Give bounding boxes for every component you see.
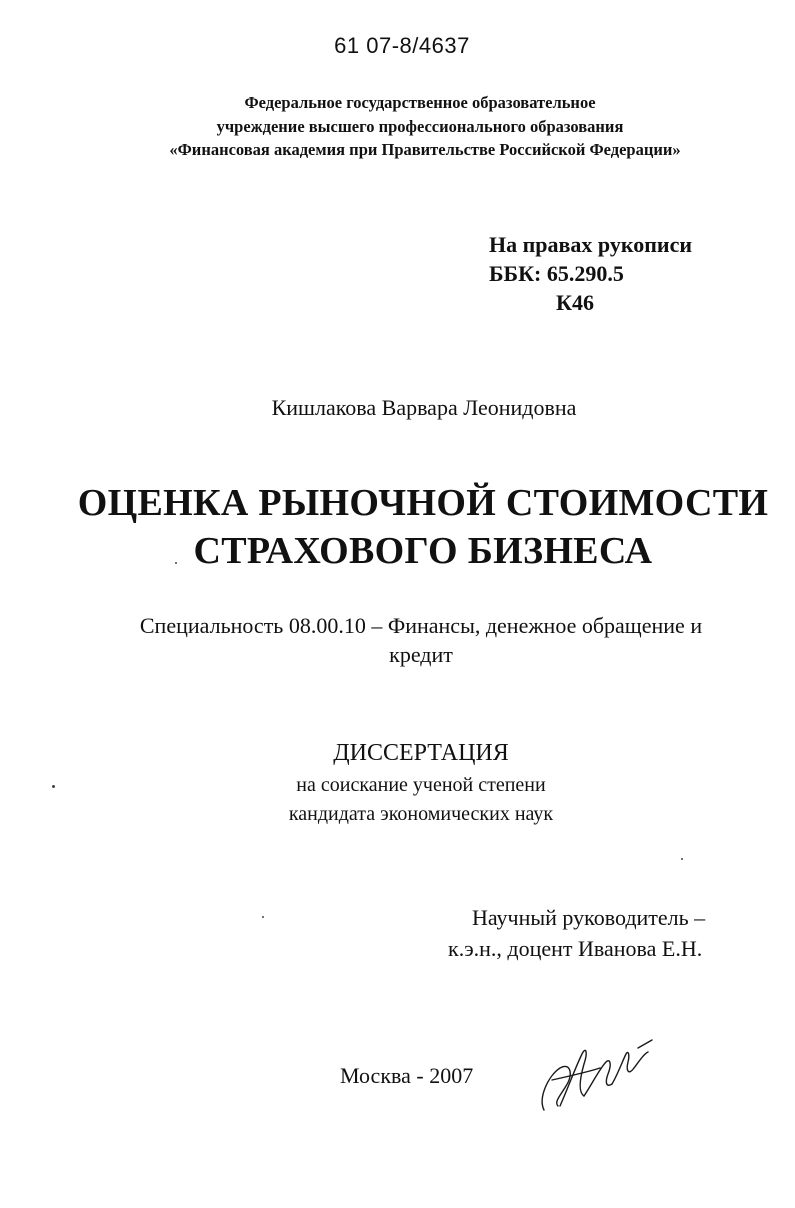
title-line: ОЦЕНКА РЫНОЧНОЙ СТОИМОСТИ bbox=[77, 482, 769, 524]
author-mark: К46 bbox=[556, 290, 594, 315]
degree-line: на соискание ученой степени bbox=[296, 774, 546, 796]
dissertation-heading: ДИССЕРТАЦИЯ bbox=[333, 740, 509, 766]
supervisor-name: к.э.н., доцент Иванова Е.Н. bbox=[448, 936, 703, 961]
scan-speck bbox=[175, 562, 177, 564]
author-name: Кишлакова Варвара Леонидовна bbox=[271, 395, 577, 420]
supervisor-label: Научный руководитель – bbox=[472, 905, 706, 930]
institution-line: Федеральное государственное образовательное bbox=[244, 93, 596, 112]
scan-speck bbox=[52, 785, 55, 788]
institution-line: «Финансовая академия при Правительстве Российской Федерации» bbox=[169, 140, 681, 159]
specialty-line: Специальность 08.00.10 – Финансы, денежное обращение и bbox=[139, 613, 703, 638]
institution-line: учреждение высшего профессионального образования bbox=[216, 117, 624, 136]
bbk-code: ББК: 65.290.5 bbox=[489, 261, 624, 286]
scan-speck bbox=[262, 916, 264, 918]
document-number: 61 07-8/4637 bbox=[334, 33, 470, 58]
title-line: СТРАХОВОГО БИЗНЕСА bbox=[193, 530, 653, 572]
city-year: Москва - 2007 bbox=[340, 1063, 474, 1088]
specialty-line: кредит bbox=[389, 642, 453, 667]
manuscript-rights: На правах рукописи bbox=[489, 232, 693, 257]
scan-speck bbox=[681, 858, 683, 860]
degree-line: кандидата экономических наук bbox=[288, 803, 554, 825]
handwritten-signature bbox=[530, 1018, 670, 1118]
